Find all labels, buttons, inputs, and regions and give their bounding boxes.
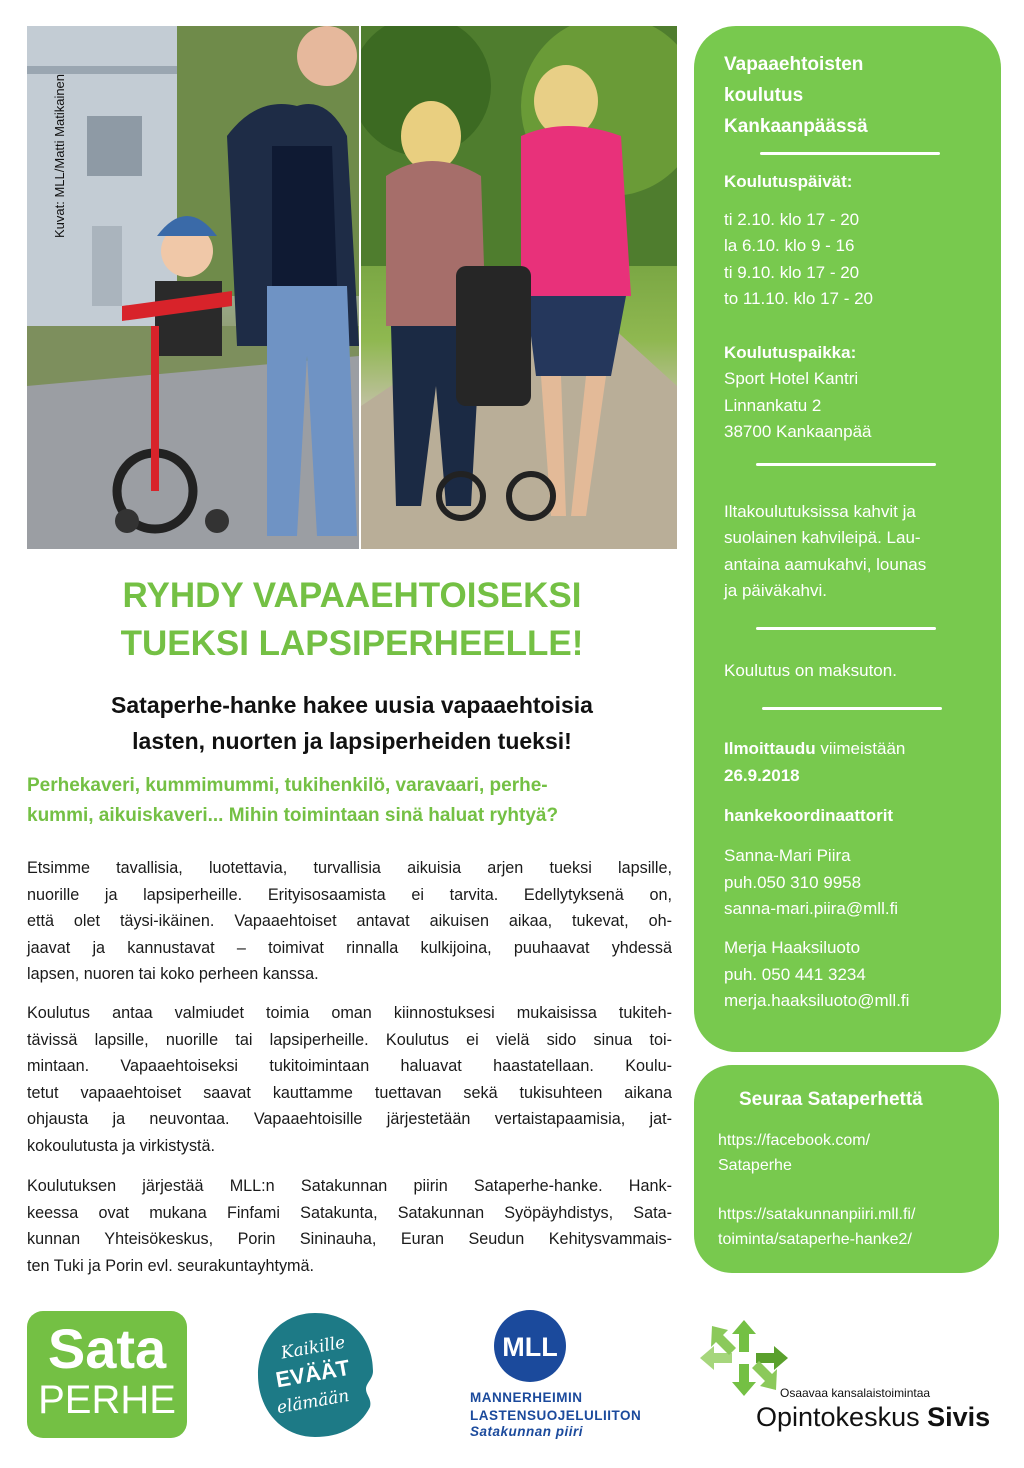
place-line: Linnankatu 2 [724,396,822,415]
panel-divider [756,627,936,630]
logo-text: elämään [275,1385,351,1419]
coordinator-email[interactable]: sanna-mari.piira@mll.fi [724,899,899,918]
sivis-arrows-icon [698,1318,790,1398]
panel-divider [756,463,936,466]
coordinator-phone: puh.050 310 9958 [724,873,862,892]
panel-divider [760,152,940,155]
mll-satakunta-logo [470,1310,646,1444]
register-note: Ilmoittaudu viimeistään [724,739,906,758]
place-label: Koulutuspaikka: [724,343,857,362]
website-link[interactable]: https://satakunnanpiiri.mll.fi/ [718,1206,916,1223]
coordinator-name: Merja Haaksiluoto [724,938,861,957]
register-deadline: 26.9.2018 [724,766,800,785]
logo-text: EVÄÄT [273,1354,352,1393]
catering-line: ja päiväkahvi. [724,581,828,600]
catering-line: antaina aamukahvi, lounas [724,555,927,574]
facebook-link-cont[interactable]: Sataperhe [718,1157,792,1174]
mll-text: MANNERHEIMIN [470,1390,583,1405]
coordinator-email[interactable]: merja.haaksiluoto@mll.fi [724,991,910,1010]
subheadline-line-2: lasten, nuorten ja lapsiperheiden tueksi! [132,728,572,754]
photo-two-women-stroller [361,26,677,549]
lead-line-1: Perhekaveri, kummimummi, tukihenkilö, varavaari, perhe- [27,775,548,796]
logo-text: Kaikille [279,1332,347,1364]
dates-label: Koulutuspäivät: [724,172,853,191]
kaikille-evaat-elamaan-logo [256,1309,374,1439]
opintokeskus-sivis-logo [698,1318,991,1438]
panel-title-line-3: Kankaanpäässä [724,116,868,137]
headline-line-2: TUEKSI LAPSIPERHEELLE! [120,624,584,663]
coordinator-name: Sanna-Mari Piira [724,846,851,865]
subheadline-line-1: Sataperhe-hanke hakee uusia vapaaehtoisia [111,692,593,718]
headline-line-1: RYHDY VAPAAEHTOISEKSI [122,576,582,615]
website-link-cont[interactable]: toiminta/sataperhe-hanke2/ [718,1231,912,1248]
training-info-panel [694,26,1001,1052]
sivis-name: Opintokeskus Sivis [756,1402,991,1432]
paragraph-volunteers: Etsimme tavallisia, luotettavia, turvallisia aikuisia arjen tueksi lapsille, nuorille ja lapsiperheille. Erityisosaamista ei tarvita. Edellytyksenä on, että olet täysi-ikäinen. Vapaaehtoiset antavat aikuisen aikaa, tukevat, oh- jaavat ja kannustavat – toimivat rinnalla kulkijoina, puuhaavat yhdessä lapsen, nuoren tai koko perheen kanssa. [27,859,672,983]
date-item: ti 9.10. klo 17 - 20 [724,263,860,282]
panel-divider [762,707,942,710]
follow-panel [694,1065,999,1273]
facebook-link[interactable]: https://facebook.com/ [718,1132,871,1149]
sivis-tagline: Osaavaa kansalaistoimintaa [780,1386,931,1400]
mll-text: Satakunnan piiri [470,1424,584,1439]
fee-note: Koulutus on maksuton. [724,661,897,680]
panel-title-line-2: koulutus [724,85,804,106]
lead-line-2: kummi, aikuiskaveri... Mihin toimintaan sinä haluat ryhtyä? [27,805,559,826]
sataperhe-logo: Sata PERHE [27,1311,187,1438]
photo-father-child-bicycle [27,26,359,549]
date-item: ti 2.10. klo 17 - 20 [724,210,860,229]
date-item: la 6.10. klo 9 - 16 [724,236,855,255]
place-line: Sport Hotel Kantri [724,369,859,388]
coordinators-label: hankekoordinaattorit [724,806,894,825]
date-item: to 11.10. klo 17 - 20 [724,289,874,308]
mll-emblem-text: MLL [502,1332,558,1362]
catering-line: Iltakoulutuksissa kahvit ja [724,502,916,521]
paragraph-organizers: Koulutuksen järjestää MLL:n Satakunnan piirin Sataperhe-hanke. Hank- keessa ovat mukana Finfami Satakunta, Satakunnan Syöpäyhdistys, Sata- kunnan Yhteisökeskus, Porin Sininauha, Euran Seudun Kehitysvammais- ten Tuki ja Porin evl. seurakuntayhtymä. [27,1177,672,1275]
mll-text: LASTENSUOJELULIITON [470,1408,642,1423]
coordinator-phone: puh. 050 441 3234 [724,965,866,984]
panel-title-line-1: Vapaaehtoisten [724,54,864,75]
place-line: 38700 Kankaanpää [724,422,872,441]
photo-credit: Kuvat: MLL/Matti Matikainen [52,73,67,238]
catering-line: suolainen kahvileipä. Lau- [724,528,921,547]
paragraph-training: Koulutus antaa valmiudet toimia oman kiinnostuksesi mukaisissa tukiteh- tävissä lapsille, nuorille tai lapsiperheille. Koulutus ei vielä sido sinua toi- mintaan. Vapaaehtoiseksi tukitoimintaan haluavat haastatellaan. Koulu- tetut vapaaehtoiset saavat kauttamme tuettavan sekä tukisuhteen aikana ohjausta ja neuvontaa. Vapaaehtoisille järjestetään vertaistapaamisia, jat- kokoulutusta ja virkistystä. [27,1004,672,1155]
follow-title: Seuraa Sataperhettä [739,1089,923,1110]
